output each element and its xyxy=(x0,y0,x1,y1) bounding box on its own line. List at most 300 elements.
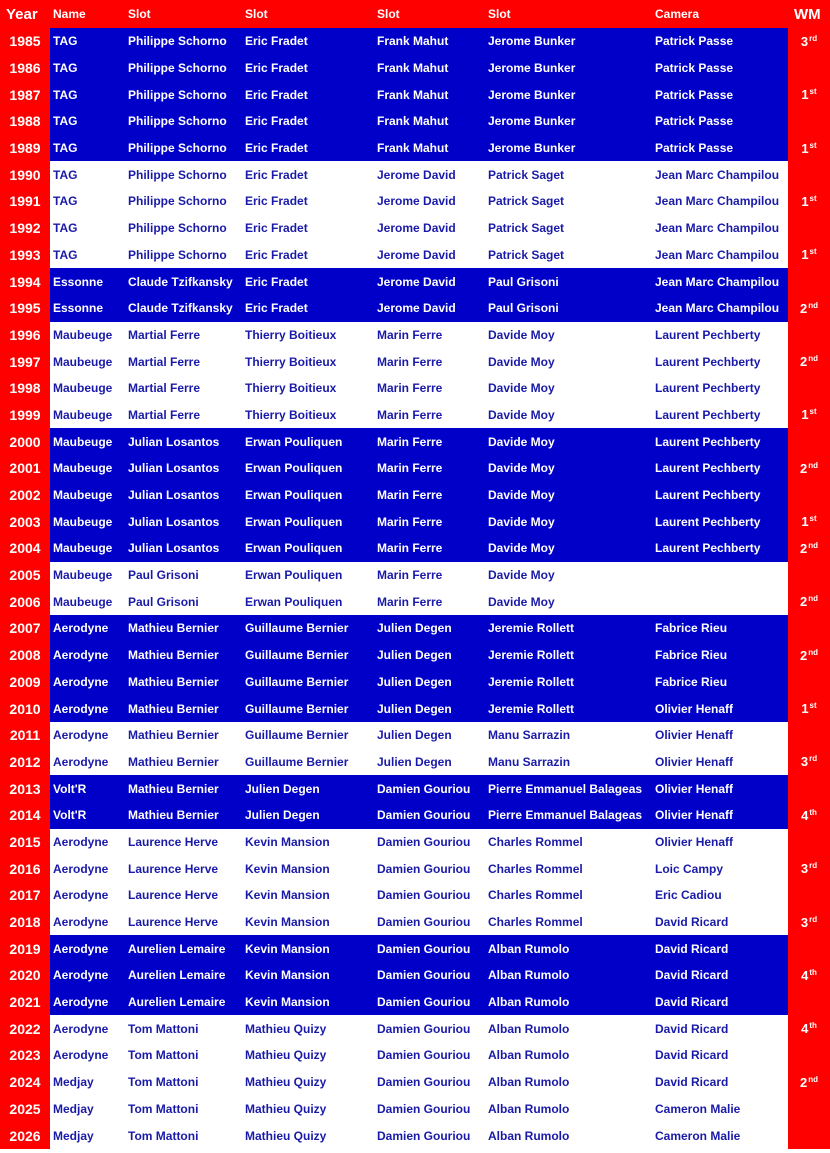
name-cell: Aerodyne xyxy=(53,915,109,930)
year-cell: 2010 xyxy=(0,695,50,722)
slot2-cell: Kevin Mansion xyxy=(245,915,330,930)
slot2-cell: Kevin Mansion xyxy=(245,941,330,956)
slot2-cell: Thierry Boitieux xyxy=(245,354,337,369)
year-cell: 1987 xyxy=(0,81,50,108)
year-cell: 2008 xyxy=(0,642,50,669)
year-cell: 2006 xyxy=(0,588,50,615)
wm-cell xyxy=(788,402,830,429)
slot2-cell: Eric Fradet xyxy=(245,301,308,316)
name-cell: Aerodyne xyxy=(53,621,109,636)
slot4-cell: Davide Moy xyxy=(488,381,555,396)
name-cell: Maubeuge xyxy=(53,381,113,396)
wm-cell xyxy=(788,802,830,829)
slot1-cell: Mathieu Bernier xyxy=(128,701,219,716)
table-row xyxy=(0,81,830,108)
wm-rank: 4 xyxy=(801,967,809,983)
slot3-cell: Marin Ferre xyxy=(377,514,443,529)
camera-cell: Olivier Henaff xyxy=(655,701,734,716)
slot3-cell: Julien Degen xyxy=(377,621,452,636)
slot4-cell: Patrick Saget xyxy=(488,194,565,209)
slot1-cell: Tom Mattoni xyxy=(128,1075,199,1090)
slot1-cell: Mathieu Bernier xyxy=(128,621,219,636)
wm-rank: 2 xyxy=(799,647,808,663)
name-cell: TAG xyxy=(53,61,78,76)
wm-cell xyxy=(788,348,830,375)
slot4-cell: Manu Sarrazin xyxy=(488,728,571,743)
slot3-cell: Jerome David xyxy=(377,247,456,262)
name-cell: Medjay xyxy=(53,1101,94,1116)
camera-cell: David Ricard xyxy=(655,915,729,930)
slot4-cell: Charles Rommel xyxy=(488,834,583,849)
wm-cell xyxy=(788,1015,830,1042)
wm-rank: 3 xyxy=(800,914,809,930)
header-year: Year xyxy=(6,5,38,23)
table-body xyxy=(0,28,830,1149)
wm-cell xyxy=(788,188,830,215)
slot3-cell: Marin Ferre xyxy=(377,434,443,449)
name-cell: TAG xyxy=(53,114,78,129)
wm-rank: 1 xyxy=(801,701,809,717)
slot1-cell: Mathieu Bernier xyxy=(128,674,219,689)
wm-cell xyxy=(788,989,830,1016)
wm-rank: 2 xyxy=(799,300,808,316)
slot3-cell: Damien Gouriou xyxy=(377,915,471,930)
table-row xyxy=(0,322,830,349)
wm-cell xyxy=(788,535,830,562)
slot4-cell: Alban Rumolo xyxy=(488,941,570,956)
table-row xyxy=(0,695,830,722)
name-cell: Aerodyne xyxy=(53,941,109,956)
year-cell: 2017 xyxy=(0,882,50,909)
wm-rank: 3 xyxy=(800,754,809,770)
wm-rank: 4 xyxy=(801,1021,809,1037)
year-cell: 2020 xyxy=(0,962,50,989)
camera-cell: Jean Marc Champilou xyxy=(655,167,780,182)
header-slot-4: Slot xyxy=(488,7,511,21)
year-cell: 2023 xyxy=(0,1042,50,1069)
slot2-cell: Mathieu Quizy xyxy=(245,1021,327,1036)
table-row xyxy=(0,428,830,455)
wm-cell xyxy=(788,962,830,989)
table-row xyxy=(0,1069,830,1096)
wm-cell xyxy=(788,135,830,162)
wm-cell xyxy=(788,722,830,749)
slot3-cell: Marin Ferre xyxy=(377,488,443,503)
wm-cell xyxy=(788,295,830,322)
wm-cell xyxy=(788,108,830,135)
wm-rank-suffix: th xyxy=(809,1021,817,1031)
wm-rank-suffix: st xyxy=(809,247,817,257)
camera-cell: David Ricard xyxy=(655,1075,729,1090)
camera-cell: Laurent Pechberty xyxy=(655,514,761,529)
wm-rank: 1 xyxy=(801,87,809,103)
slot3-cell: Julien Degen xyxy=(377,754,452,769)
year-cell: 2014 xyxy=(0,802,50,829)
camera-cell: Fabrice Rieu xyxy=(655,648,728,663)
slot2-cell: Guillaume Bernier xyxy=(245,621,349,636)
slot2-cell: Mathieu Quizy xyxy=(245,1075,327,1090)
name-cell: Medjay xyxy=(53,1128,94,1143)
header-slot-1: Slot xyxy=(128,7,151,21)
slot3-cell: Frank Mahut xyxy=(377,87,449,102)
table-row xyxy=(0,108,830,135)
year-cell: 1988 xyxy=(0,108,50,135)
name-cell: Maubeuge xyxy=(53,541,113,556)
slot2-cell: Eric Fradet xyxy=(245,34,308,49)
wm-cell xyxy=(788,215,830,242)
slot4-cell: Paul Grisoni xyxy=(488,301,559,316)
slot3-cell: Damien Gouriou xyxy=(377,888,471,903)
year-cell: 1995 xyxy=(0,295,50,322)
slot2-cell: Guillaume Bernier xyxy=(245,674,349,689)
year-cell: 2021 xyxy=(0,989,50,1016)
slot3-cell: Marin Ferre xyxy=(377,568,443,583)
slot1-cell: Aurelien Lemaire xyxy=(128,968,226,983)
name-cell: Aerodyne xyxy=(53,861,109,876)
table-row xyxy=(0,455,830,482)
table-row xyxy=(0,775,830,802)
slot2-cell: Eric Fradet xyxy=(245,194,308,209)
wm-rank: 2 xyxy=(799,594,808,610)
year-cell: 2007 xyxy=(0,615,50,642)
camera-cell: Jean Marc Champilou xyxy=(655,221,780,236)
slot1-cell: Martial Ferre xyxy=(128,381,201,396)
table-row xyxy=(0,55,830,82)
slot1-cell: Laurence Herve xyxy=(128,834,219,849)
camera-cell: David Ricard xyxy=(655,941,729,956)
slot1-cell: Tom Mattoni xyxy=(128,1101,199,1116)
table-row xyxy=(0,882,830,909)
wm-rank-suffix: nd xyxy=(808,300,818,310)
wm-rank-suffix: rd xyxy=(809,754,818,764)
wm-cell xyxy=(788,882,830,909)
year-cell: 2019 xyxy=(0,935,50,962)
slot1-cell: Philippe Schorno xyxy=(128,194,227,209)
slot4-cell: Charles Rommel xyxy=(488,915,583,930)
camera-cell: Cameron Malie xyxy=(655,1128,741,1143)
name-cell: Aerodyne xyxy=(53,1021,109,1036)
slot4-cell: Charles Rommel xyxy=(488,861,583,876)
camera-cell: Jean Marc Champilou xyxy=(655,274,780,289)
slot1-cell: Philippe Schorno xyxy=(128,221,227,236)
wm-rank-suffix: nd xyxy=(808,354,818,364)
camera-cell: Laurent Pechberty xyxy=(655,354,761,369)
slot1-cell: Laurence Herve xyxy=(128,915,219,930)
name-cell: Maubeuge xyxy=(53,461,113,476)
wm-cell xyxy=(788,81,830,108)
wm-cell xyxy=(788,669,830,696)
slot1-cell: Julian Losantos xyxy=(128,434,220,449)
name-cell: Maubeuge xyxy=(53,327,113,342)
wm-rank-suffix: nd xyxy=(808,647,818,657)
slot3-cell: Frank Mahut xyxy=(377,61,449,76)
slot3-cell: Jerome David xyxy=(377,167,456,182)
name-cell: TAG xyxy=(53,141,78,156)
slot2-cell: Kevin Mansion xyxy=(245,834,330,849)
slot3-cell: Marin Ferre xyxy=(377,381,443,396)
wm-rank: 3 xyxy=(800,861,809,877)
table-row xyxy=(0,909,830,936)
name-cell: Essonne xyxy=(53,274,104,289)
slot1-cell: Julian Losantos xyxy=(128,514,220,529)
wm-rank-suffix: nd xyxy=(808,1074,818,1084)
table-row xyxy=(0,535,830,562)
wm-rank-suffix: th xyxy=(809,967,817,977)
slot3-cell: Damien Gouriou xyxy=(377,808,471,823)
slot2-cell: Guillaume Bernier xyxy=(245,648,349,663)
camera-cell: Loic Campy xyxy=(655,861,724,876)
slot4-cell: Alban Rumolo xyxy=(488,1075,570,1090)
slot2-cell: Mathieu Quizy xyxy=(245,1048,327,1063)
camera-cell: Laurent Pechberty xyxy=(655,434,761,449)
table-row xyxy=(0,669,830,696)
table-row xyxy=(0,215,830,242)
year-cell: 1990 xyxy=(0,161,50,188)
table-row xyxy=(0,989,830,1016)
slot1-cell: Mathieu Bernier xyxy=(128,754,219,769)
slot2-cell: Erwan Pouliquen xyxy=(245,434,343,449)
year-cell: 2025 xyxy=(0,1096,50,1123)
slot1-cell: Claude Tzifkansky xyxy=(128,274,233,289)
slot1-cell: Julian Losantos xyxy=(128,488,220,503)
slot4-cell: Manu Sarrazin xyxy=(488,754,571,769)
year-cell: 2009 xyxy=(0,669,50,696)
slot4-cell: Jerome Bunker xyxy=(488,34,576,49)
year-cell: 1997 xyxy=(0,348,50,375)
slot1-cell: Martial Ferre xyxy=(128,354,201,369)
wm-cell xyxy=(788,749,830,776)
table-row xyxy=(0,188,830,215)
wm-cell xyxy=(788,909,830,936)
year-cell: 2016 xyxy=(0,855,50,882)
table-row xyxy=(0,962,830,989)
name-cell: Essonne xyxy=(53,301,104,316)
slot2-cell: Kevin Mansion xyxy=(245,888,330,903)
wm-rank-suffix: st xyxy=(809,407,817,417)
year-cell: 2013 xyxy=(0,775,50,802)
camera-cell: Laurent Pechberty xyxy=(655,381,761,396)
slot3-cell: Damien Gouriou xyxy=(377,1101,471,1116)
wm-rank: 2 xyxy=(799,460,808,476)
camera-cell: David Ricard xyxy=(655,968,729,983)
slot3-cell: Jerome David xyxy=(377,301,456,316)
slot1-cell: Mathieu Bernier xyxy=(128,781,219,796)
slot1-cell: Philippe Schorno xyxy=(128,114,227,129)
slot1-cell: Laurence Herve xyxy=(128,888,219,903)
slot2-cell: Guillaume Bernier xyxy=(245,728,349,743)
year-cell: 1999 xyxy=(0,402,50,429)
slot4-cell: Jeremie Rollett xyxy=(488,701,575,716)
year-cell: 2015 xyxy=(0,829,50,856)
table-row xyxy=(0,588,830,615)
slot3-cell: Frank Mahut xyxy=(377,141,449,156)
slot1-cell: Tom Mattoni xyxy=(128,1021,199,1036)
slot1-cell: Philippe Schorno xyxy=(128,247,227,262)
slot1-cell: Philippe Schorno xyxy=(128,87,227,102)
name-cell: TAG xyxy=(53,247,78,262)
slot2-cell: Julien Degen xyxy=(245,781,320,796)
name-cell: Volt'R xyxy=(53,808,87,823)
wm-cell xyxy=(788,482,830,509)
slot4-cell: Davide Moy xyxy=(488,541,555,556)
wm-rank-suffix: st xyxy=(809,701,817,711)
wm-rank-suffix: rd xyxy=(809,33,818,43)
slot3-cell: Damien Gouriou xyxy=(377,1128,471,1143)
camera-cell: Olivier Henaff xyxy=(655,754,734,769)
wm-cell xyxy=(788,428,830,455)
wm-cell xyxy=(788,775,830,802)
slot2-cell: Kevin Mansion xyxy=(245,968,330,983)
slot3-cell: Marin Ferre xyxy=(377,327,443,342)
table-row xyxy=(0,348,830,375)
wm-rank-suffix: nd xyxy=(808,594,818,604)
wm-rank-suffix: st xyxy=(809,514,817,524)
slot4-cell: Charles Rommel xyxy=(488,888,583,903)
year-cell: 1991 xyxy=(0,188,50,215)
year-cell: 1989 xyxy=(0,135,50,162)
camera-cell: Laurent Pechberty xyxy=(655,541,761,556)
slot1-cell: Philippe Schorno xyxy=(128,167,227,182)
slot4-cell: Davide Moy xyxy=(488,354,555,369)
name-cell: Maubeuge xyxy=(53,568,113,583)
wm-rank-suffix: nd xyxy=(808,540,818,550)
wm-rank: 1 xyxy=(801,140,809,156)
slot3-cell: Damien Gouriou xyxy=(377,861,471,876)
slot1-cell: Aurelien Lemaire xyxy=(128,995,226,1010)
slot4-cell: Davide Moy xyxy=(488,461,555,476)
header-name: Name xyxy=(53,7,86,21)
name-cell: Medjay xyxy=(53,1075,94,1090)
year-cell: 2024 xyxy=(0,1069,50,1096)
table-row xyxy=(0,1096,830,1123)
name-cell: Maubeuge xyxy=(53,407,113,422)
slot1-cell: Martial Ferre xyxy=(128,407,201,422)
slot2-cell: Thierry Boitieux xyxy=(245,327,337,342)
name-cell: Maubeuge xyxy=(53,434,113,449)
table-row xyxy=(0,802,830,829)
wm-rank: 2 xyxy=(799,540,808,556)
slot4-cell: Davide Moy xyxy=(488,594,555,609)
slot2-cell: Kevin Mansion xyxy=(245,861,330,876)
camera-cell: Olivier Henaff xyxy=(655,781,734,796)
slot2-cell: Thierry Boitieux xyxy=(245,381,337,396)
slot4-cell: Paul Grisoni xyxy=(488,274,559,289)
year-cell: 2005 xyxy=(0,562,50,589)
wm-cell xyxy=(788,1122,830,1149)
name-cell: Maubeuge xyxy=(53,354,113,369)
slot3-cell: Marin Ferre xyxy=(377,407,443,422)
camera-cell: Olivier Henaff xyxy=(655,728,734,743)
camera-cell: Patrick Passe xyxy=(655,114,734,129)
name-cell: Aerodyne xyxy=(53,888,109,903)
slot1-cell: Tom Mattoni xyxy=(128,1128,199,1143)
wm-rank: 1 xyxy=(801,407,809,423)
slot2-cell: Eric Fradet xyxy=(245,167,308,182)
wm-cell xyxy=(788,322,830,349)
slot3-cell: Jerome David xyxy=(377,194,456,209)
table-row xyxy=(0,1122,830,1149)
camera-cell: Patrick Passe xyxy=(655,61,734,76)
name-cell: TAG xyxy=(53,221,78,236)
camera-cell: Laurent Pechberty xyxy=(655,461,761,476)
year-cell: 1985 xyxy=(0,28,50,55)
slot3-cell: Damien Gouriou xyxy=(377,1075,471,1090)
wm-rank: 4 xyxy=(801,807,809,823)
slot3-cell: Damien Gouriou xyxy=(377,941,471,956)
table-row xyxy=(0,135,830,162)
slot3-cell: Marin Ferre xyxy=(377,541,443,556)
name-cell: Maubeuge xyxy=(53,594,113,609)
slot3-cell: Julien Degen xyxy=(377,674,452,689)
slot1-cell: Philippe Schorno xyxy=(128,61,227,76)
camera-cell: Fabrice Rieu xyxy=(655,674,728,689)
wm-cell xyxy=(788,695,830,722)
name-cell: Maubeuge xyxy=(53,488,113,503)
name-cell: TAG xyxy=(53,87,78,102)
table-row xyxy=(0,242,830,269)
year-cell: 1993 xyxy=(0,242,50,269)
wm-rank-suffix: th xyxy=(809,807,817,817)
slot1-cell: Tom Mattoni xyxy=(128,1048,199,1063)
slot2-cell: Eric Fradet xyxy=(245,274,308,289)
camera-cell: Eric Cadiou xyxy=(655,888,722,903)
camera-cell: Laurent Pechberty xyxy=(655,488,761,503)
wm-cell xyxy=(788,508,830,535)
wm-rank: 1 xyxy=(801,247,809,263)
slot2-cell: Erwan Pouliquen xyxy=(245,568,343,583)
slot4-cell: Patrick Saget xyxy=(488,167,565,182)
table-row xyxy=(0,268,830,295)
year-cell: 2003 xyxy=(0,508,50,535)
name-cell: Aerodyne xyxy=(53,1048,109,1063)
year-cell: 2002 xyxy=(0,482,50,509)
slot2-cell: Mathieu Quizy xyxy=(245,1101,327,1116)
wm-cell xyxy=(788,55,830,82)
name-cell: TAG xyxy=(53,194,78,209)
table-row xyxy=(0,935,830,962)
slot1-cell: Mathieu Bernier xyxy=(128,728,219,743)
slot4-cell: Alban Rumolo xyxy=(488,968,570,983)
camera-cell: Olivier Henaff xyxy=(655,834,734,849)
table-row xyxy=(0,482,830,509)
slot3-cell: Jerome David xyxy=(377,274,456,289)
slot3-cell: Frank Mahut xyxy=(377,34,449,49)
slot1-cell: Julian Losantos xyxy=(128,541,220,556)
name-cell: Aerodyne xyxy=(53,834,109,849)
table-row xyxy=(0,829,830,856)
slot2-cell: Erwan Pouliquen xyxy=(245,541,343,556)
table-row xyxy=(0,375,830,402)
camera-cell: David Ricard xyxy=(655,1048,729,1063)
slot4-cell: Davide Moy xyxy=(488,568,555,583)
slot2-cell: Erwan Pouliquen xyxy=(245,514,343,529)
slot2-cell: Eric Fradet xyxy=(245,61,308,76)
table-row xyxy=(0,642,830,669)
slot3-cell: Damien Gouriou xyxy=(377,1021,471,1036)
camera-cell: Jean Marc Champilou xyxy=(655,194,780,209)
slot4-cell: Alban Rumolo xyxy=(488,995,570,1010)
table-row xyxy=(0,749,830,776)
table-row xyxy=(0,1042,830,1069)
year-cell: 1994 xyxy=(0,268,50,295)
slot2-cell: Eric Fradet xyxy=(245,221,308,236)
wm-cell xyxy=(788,562,830,589)
slot4-cell: Alban Rumolo xyxy=(488,1048,570,1063)
slot2-cell: Erwan Pouliquen xyxy=(245,488,343,503)
year-cell: 1986 xyxy=(0,55,50,82)
slot4-cell: Patrick Saget xyxy=(488,247,565,262)
slot1-cell: Philippe Schorno xyxy=(128,141,227,156)
